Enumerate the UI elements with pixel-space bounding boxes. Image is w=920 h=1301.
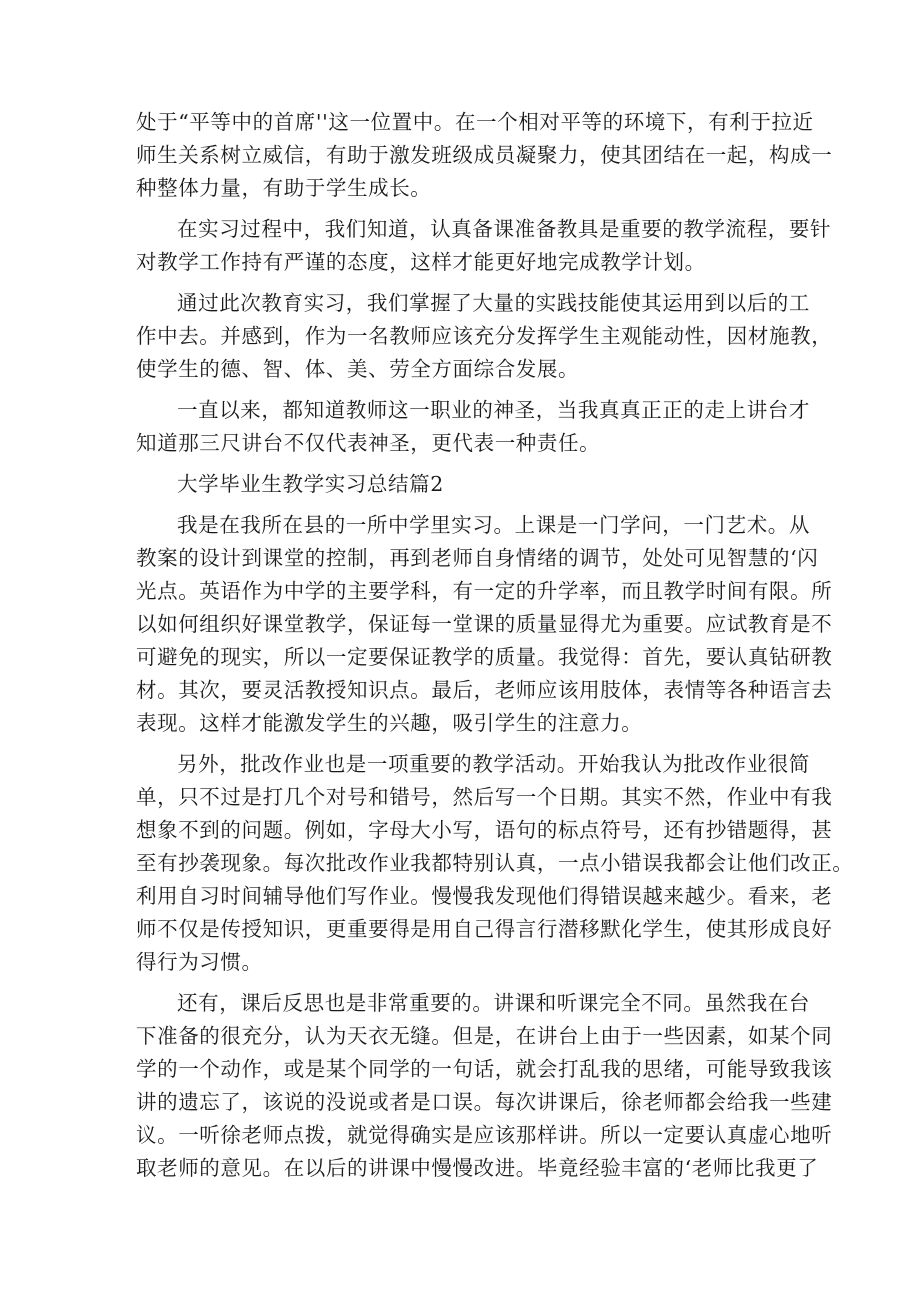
text-line: 师不仅是传授知识，更重要得是用自己得言行潜移默化学生，使其形成良好 xyxy=(136,917,833,941)
text-line: 下准备的很充分，认为天衣无缝。但是，在讲台上由于一些因素，如某个同 xyxy=(136,1024,833,1048)
text-line: 作中去。并感到，作为一名教师应该充分发挥学生主观能动性，因材施教， xyxy=(136,324,833,348)
text-line: 处于“平等中的首席''这一位置中。在一个相对平等的环境下，有利于拉近 xyxy=(136,110,814,134)
paragraph xyxy=(136,287,833,386)
text-line: 对教学工作持有严谨的态度，这样才能更好地完成教学计划。 xyxy=(136,250,706,274)
paragraph xyxy=(136,748,854,979)
text-line: 知道那三尺讲台不仅代表神圣，更代表一种责任。 xyxy=(136,431,601,455)
paragraph xyxy=(136,509,833,740)
text-line: 表现。这样才能激发学生的兴趣，吸引学生的注意力。 xyxy=(136,711,643,735)
text-line: 讲的遗忘了，该说的没说或者是口误。每次讲课后，徐老师都会给我一些建 xyxy=(136,1090,833,1114)
text-line: 通过此次教育实习，我们掌握了大量的实践技能使其运用到以后的工 xyxy=(177,291,810,315)
text-line: 单，只不过是打几个对号和错号，然后写一个日期。其实不然，作业中有我 xyxy=(136,785,833,809)
paragraph xyxy=(136,213,832,279)
paragraph xyxy=(136,987,833,1185)
heading-text: 大学毕业生教学实习总结篇2 xyxy=(177,472,444,496)
text-line: 利用自习时间辅导他们写作业。慢慢我发现他们得错误越来越少。看来，老 xyxy=(136,884,833,908)
text-line: 另外，批改作业也是一项重要的教学活动。开始我认为批改作业很简 xyxy=(177,752,810,776)
text-line: 教案的设计到课堂的控制，再到老师自身情绪的调节，处处可见智慧的‘闪 xyxy=(136,546,819,570)
paragraph xyxy=(136,106,833,205)
text-line: 还有，课后反思也是非常重要的。讲课和听课完全不同。虽然我在台 xyxy=(177,991,810,1015)
text-line: 种整体力量，有助于学生成长。 xyxy=(136,176,432,200)
text-line: 得行为习惯。 xyxy=(136,950,263,974)
text-line: 在实习过程中，我们知道，认真备课准备教具是重要的教学流程，要针 xyxy=(177,217,832,241)
text-line: 至有抄袭现象。每次批改作业我都特别认真，一点小错误我都会让他们改正。 xyxy=(136,851,854,875)
section-heading xyxy=(136,468,796,501)
text-line: 光点。英语作为中学的主要学科，有一定的升学率，而且教学时间有限。所 xyxy=(136,579,833,603)
document-body xyxy=(136,106,854,1185)
text-line: 议。一听徐老师点拨，就觉得确实是应该那样讲。所以一定要认真虚心地听 xyxy=(136,1123,833,1147)
text-line: 一直以来，都知道教师这一职业的神圣，当我真真正正的走上讲台才 xyxy=(177,398,810,422)
text-line: 以如何组织好课堂教学，保证每一堂课的质量显得尤为重要。应试教育是不 xyxy=(136,612,833,636)
text-line: 取老师的意见。在以后的讲课中慢慢改进。毕竟经验丰富的‘老师比我更了 xyxy=(136,1156,819,1180)
text-line: 想象不到的问题。例如，字母大小写，语句的标点符号，还有抄错题得，甚 xyxy=(136,818,833,842)
paragraph xyxy=(136,394,810,460)
text-line: 使学生的德、智、体、美、劳全方面综合发展。 xyxy=(136,357,580,381)
text-line: 学的一个动作，或是某个同学的一句话，就会打乱我的思绪，可能导致我该 xyxy=(136,1057,833,1081)
text-line: 可避免的现实，所以一定要保证教学的质量。我觉得：首先，要认真钻研教 xyxy=(136,645,833,669)
text-line: 材。其次，要灵活教授知识点。最后，老师应该用肢体，表情等各种语言去 xyxy=(136,678,833,702)
text-line: 我是在我所在县的一所中学里实习。上课是一门学问，一门艺术。从 xyxy=(177,513,810,537)
text-line: 师生关系树立威信，有助于激发班级成员凝聚力，使其团结在一起，构成一 xyxy=(136,143,833,167)
